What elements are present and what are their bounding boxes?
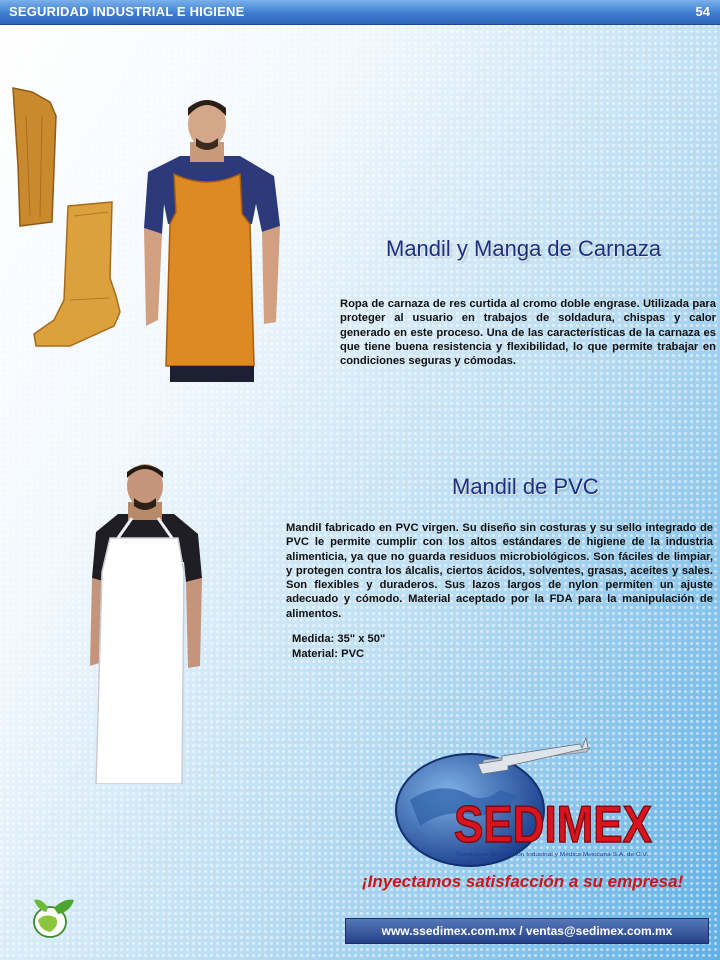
pvc-apron-model-image: [88, 462, 206, 784]
page-number: 54: [695, 4, 710, 19]
product-description-pvc-apron: Mandil fabricado en PVC virgen. Su diseño sin costuras y su sello integrado de PVC le permite cumplir con los altos estándares de higiene de la industria alimenticia, ya que no guarda residuos microbiológicos. Son fáciles de limpiar, y protegen contra los álcalis, ciertos ácidos, solventes, grasas, aceites y sales. Son flexibles y duraderos. Sus lazos largos de nylon permiten un ajuste adecuado y cómodo. Material aceptado por la FDA para la manipulación de alimentos.: [286, 522, 713, 620]
product-title-pvc-apron: Mandil de PVC: [452, 474, 599, 499]
spec-size: Medida: 35" x 50": [292, 633, 386, 645]
product-description-leather-apron: Ropa de carnaza de res curtida al cromo doble engrase. Utilizada para proteger al usuario en trabajos de soldadura, chispas y calor generado en este proceso. Una de las características de la carnaza es que tiene buena resistencia y flexibilidad, lo que permite trabajar en condiciones seguras y cómodas.: [340, 298, 716, 368]
leather-apron-model-image: [140, 94, 285, 384]
header-title: SEGURIDAD INDUSTRIAL E HIGIENE: [9, 4, 245, 19]
eco-globe-icon: [28, 896, 76, 940]
logo-wordmark: SEDIMEX: [454, 796, 653, 854]
sedimex-logo: [390, 730, 660, 870]
spec-material: Material: PVC: [292, 648, 365, 660]
logo-subtitle: Servicio en Distribución Industrial y Médica Mexicana S.A. de C.V.: [456, 852, 649, 858]
footer-contact-links[interactable]: www.ssedimex.com.mx / ventas@sedimex.com.mx: [345, 918, 709, 944]
product-title-leather-apron: Mandil y Manga de Carnaza: [386, 236, 662, 261]
slogan: ¡Inyectamos satisfacción a su empresa!: [362, 872, 684, 891]
leather-legging-image: [30, 200, 125, 350]
page-header: [0, 0, 720, 25]
